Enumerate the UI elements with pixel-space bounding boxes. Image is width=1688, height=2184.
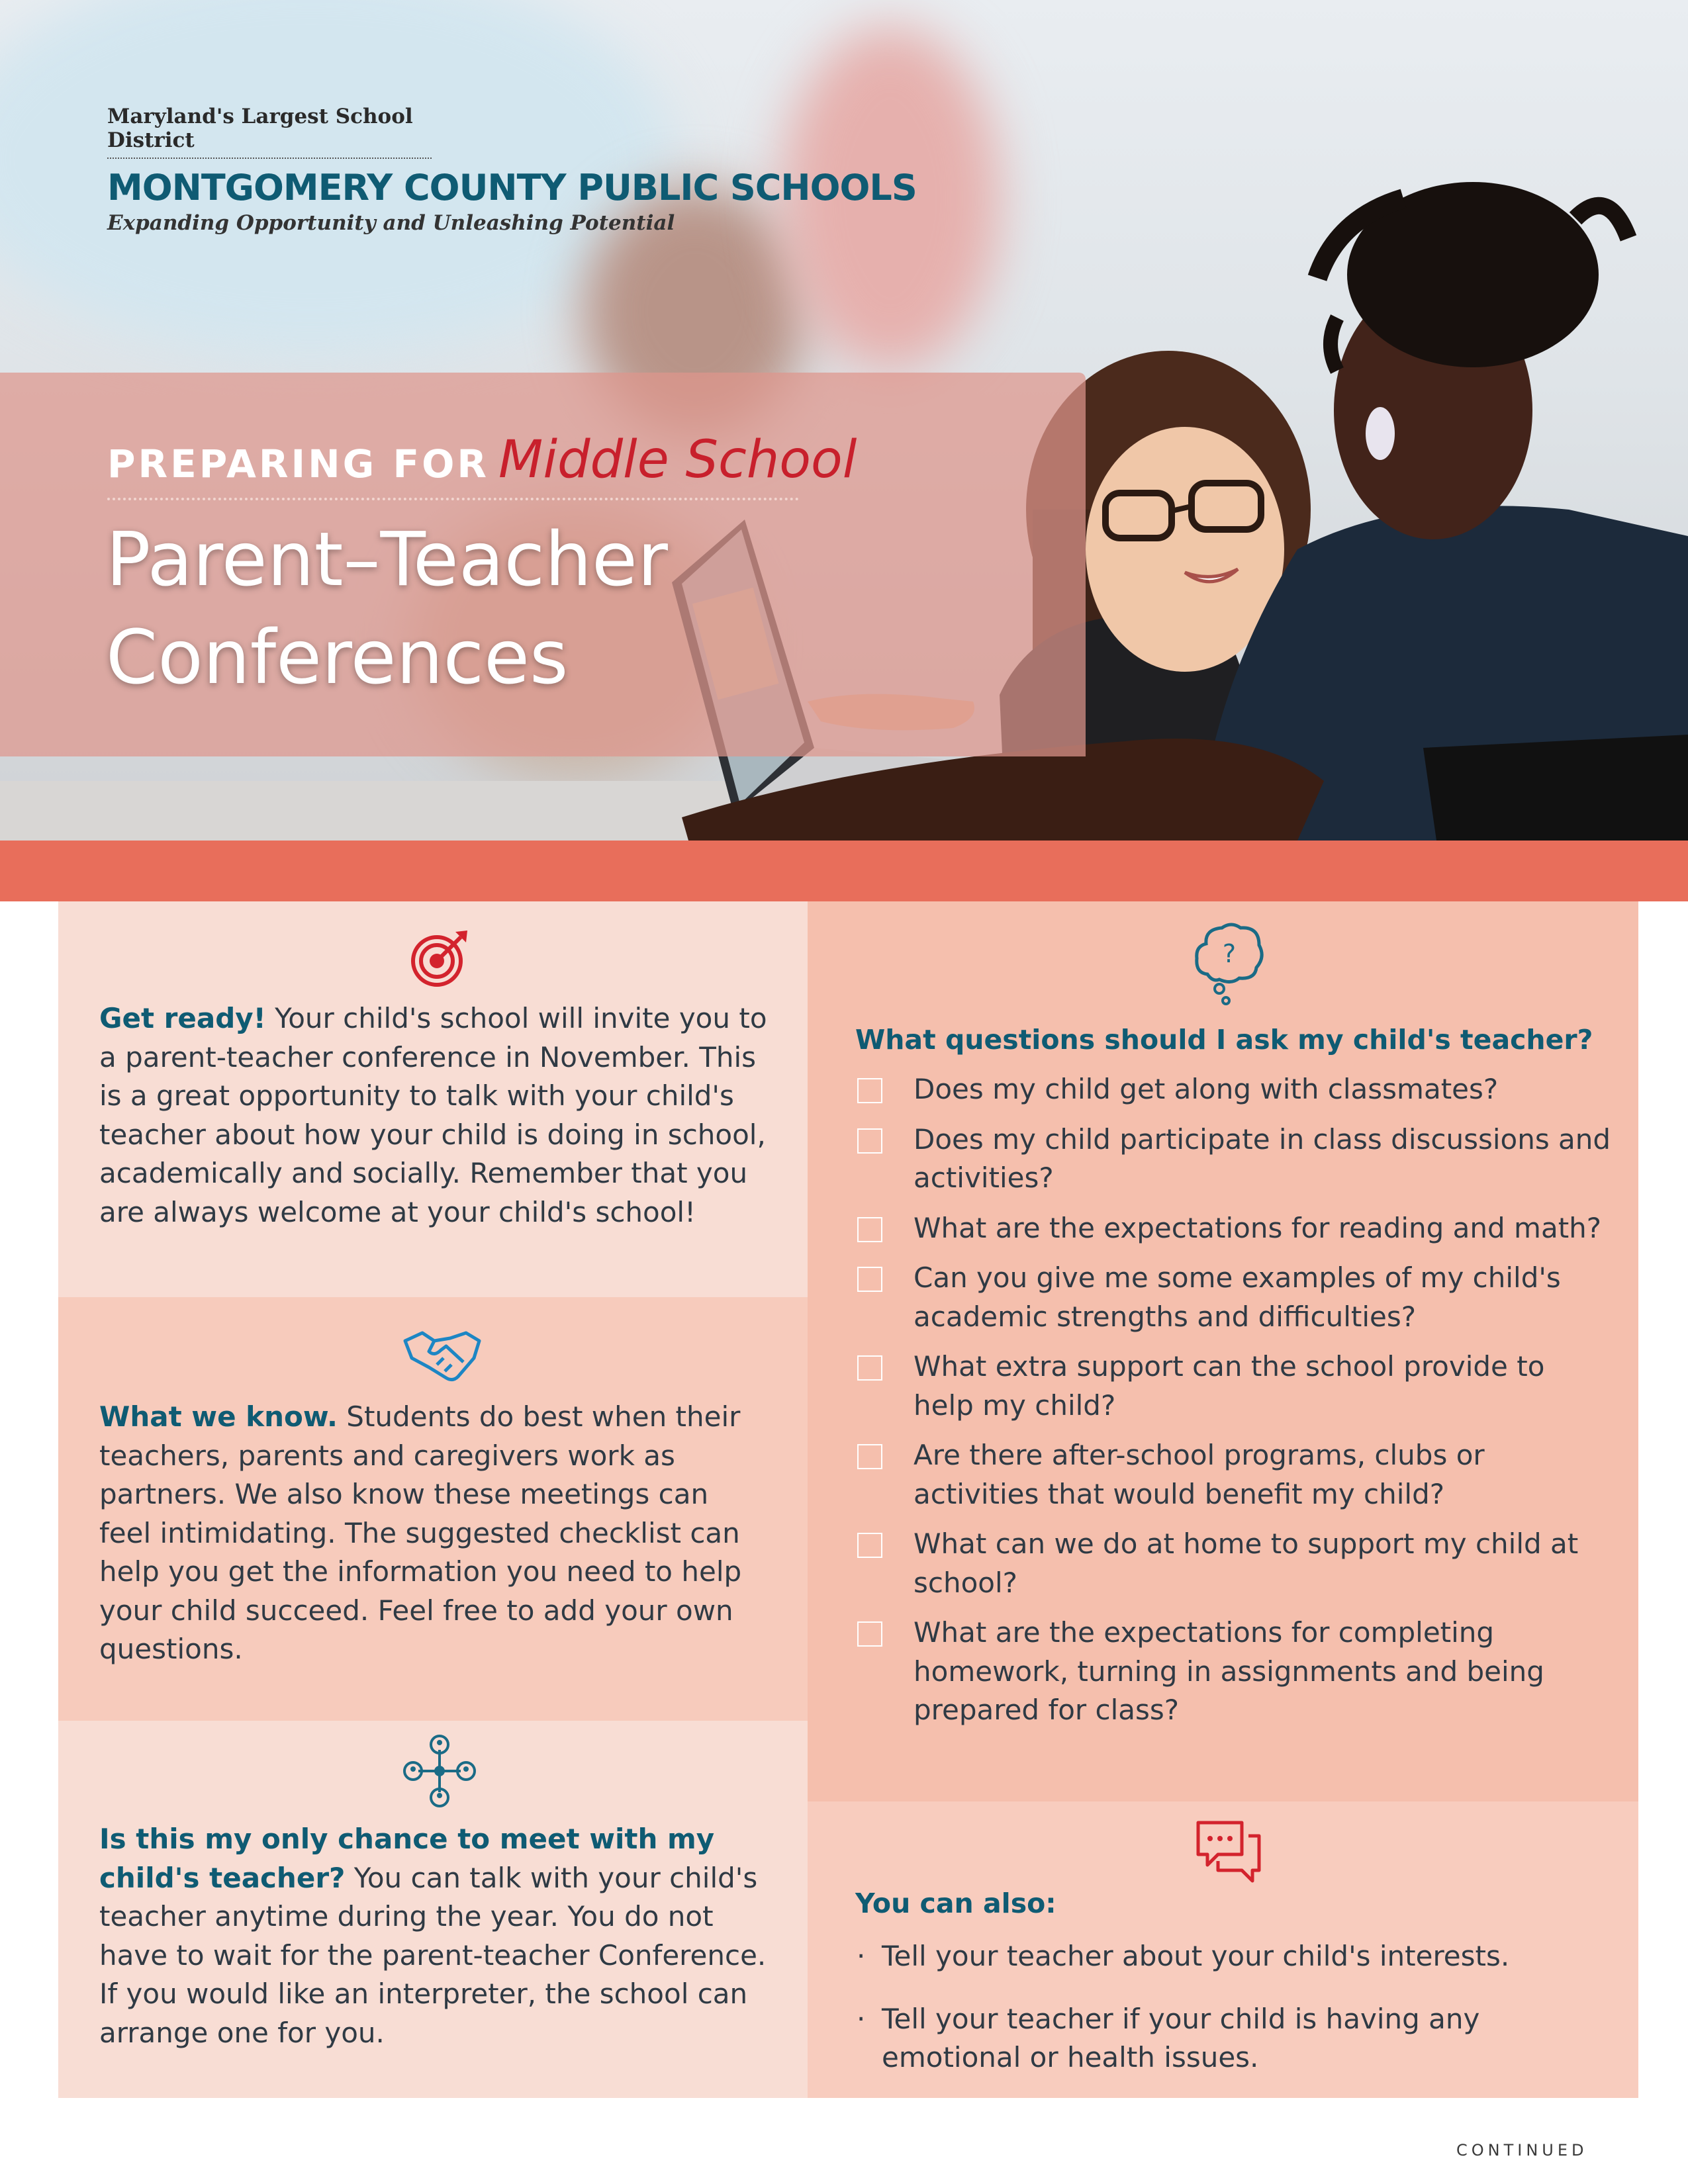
questions-heading: What questions should I ask my child's teacher? [855,1024,1593,1056]
checkbox[interactable] [857,1128,882,1154]
network-people-icon [402,1734,477,1808]
checklist-item: Does my child get along with classmates? [857,1070,1612,1109]
only-chance-lead: Is this my only chance to meet with my child's teacher? [99,1823,715,1894]
checklist-item: Does my child participate in class discussions and activities? [857,1120,1612,1198]
checklist-item: What can we do at home to support my child at school? [857,1525,1612,1602]
kicker-prefix: PREPARING FOR [107,441,490,486]
page-title [106,511,668,707]
only-chance-text [99,1820,768,2052]
svg-text:?: ? [1222,939,1237,968]
only-chance-panel [58,1721,808,2098]
checkbox[interactable] [857,1533,882,1558]
question-bubble-icon [1193,920,1266,1006]
district-logo [107,105,917,235]
list-item: · Tell your teacher if your child is having any emotional or health issues. [857,2002,1480,2073]
checkbox[interactable] [857,1355,882,1381]
chat-bubbles-icon [1193,1817,1264,1890]
what-we-know-lead: What we know. [99,1400,338,1433]
you-can-also-panel [808,1801,1638,2098]
questions-panel [808,901,1638,1801]
what-we-know-body: Students do best when their teachers, parents and caregivers work as partners. We also know these meetings can feel intimidating. The suggested checklist can help you get the information you need to help your child succeed. Feel free to add your own questions. [99,1400,742,1665]
checkbox[interactable] [857,1217,882,1242]
get-ready-lead: Get ready! [99,1002,266,1034]
accent-bar [0,841,1688,901]
checklist-item: Are there after-school programs, clubs or activities that would benefit my child? [857,1436,1612,1514]
district-motto: Expanding Opportunity and Unleashing Potential [107,211,675,235]
checkbox[interactable] [857,1267,882,1292]
get-ready-text [99,999,768,1232]
handshake-icon [402,1321,482,1387]
continued-label: CONTINUED [1456,2141,1588,2160]
questions-checklist [857,1070,1612,1741]
title-line-1: Parent–Teacher [106,517,668,603]
checklist-item: Can you give me some examples of my child's academic strengths and difficulties? [857,1259,1612,1336]
what-we-know-panel [58,1297,808,1721]
list-item: · Tell your teacher about your child's interests. [857,1940,1510,1972]
checkbox[interactable] [857,1444,882,1469]
get-ready-body: Your child's school will invite you to a parent-teacher conference in November. This is a great opportunity to talk with your child's teacher about how your child is doing in school, academically and socially. Remember that you are always welcome at your child's school! [99,1002,767,1228]
checkbox[interactable] [857,1621,882,1647]
title-line-2: Conferences [106,615,569,701]
get-ready-panel [58,901,808,1297]
you-can-also-list [855,1937,1610,2101]
checklist-item: What are the expectations for reading and math? [857,1209,1612,1248]
checklist-item: What extra support can the school provide to help my child? [857,1347,1612,1425]
kicker-emphasis: Middle School [498,430,857,490]
only-chance-body: You can talk with your child's teacher anytime during the year. You do not have to wait for the parent-teacher Conference. If you would like an interpreter, the school can arrange one for you. [99,1861,767,2049]
what-we-know-text [99,1398,768,1669]
district-tagline: Maryland's Largest School District [107,105,432,159]
target-icon [408,927,471,990]
checklist-item: What are the expectations for completing homework, turning in assignments and being prepared for class? [857,1614,1612,1730]
checkbox[interactable] [857,1078,882,1103]
district-name: MONTGOMERY COUNTY PUBLIC SCHOOLS [107,167,917,208]
you-can-also-heading: You can also: [855,1888,1056,1919]
hero-photo-area [0,0,1688,841]
title-kicker [107,430,857,500]
